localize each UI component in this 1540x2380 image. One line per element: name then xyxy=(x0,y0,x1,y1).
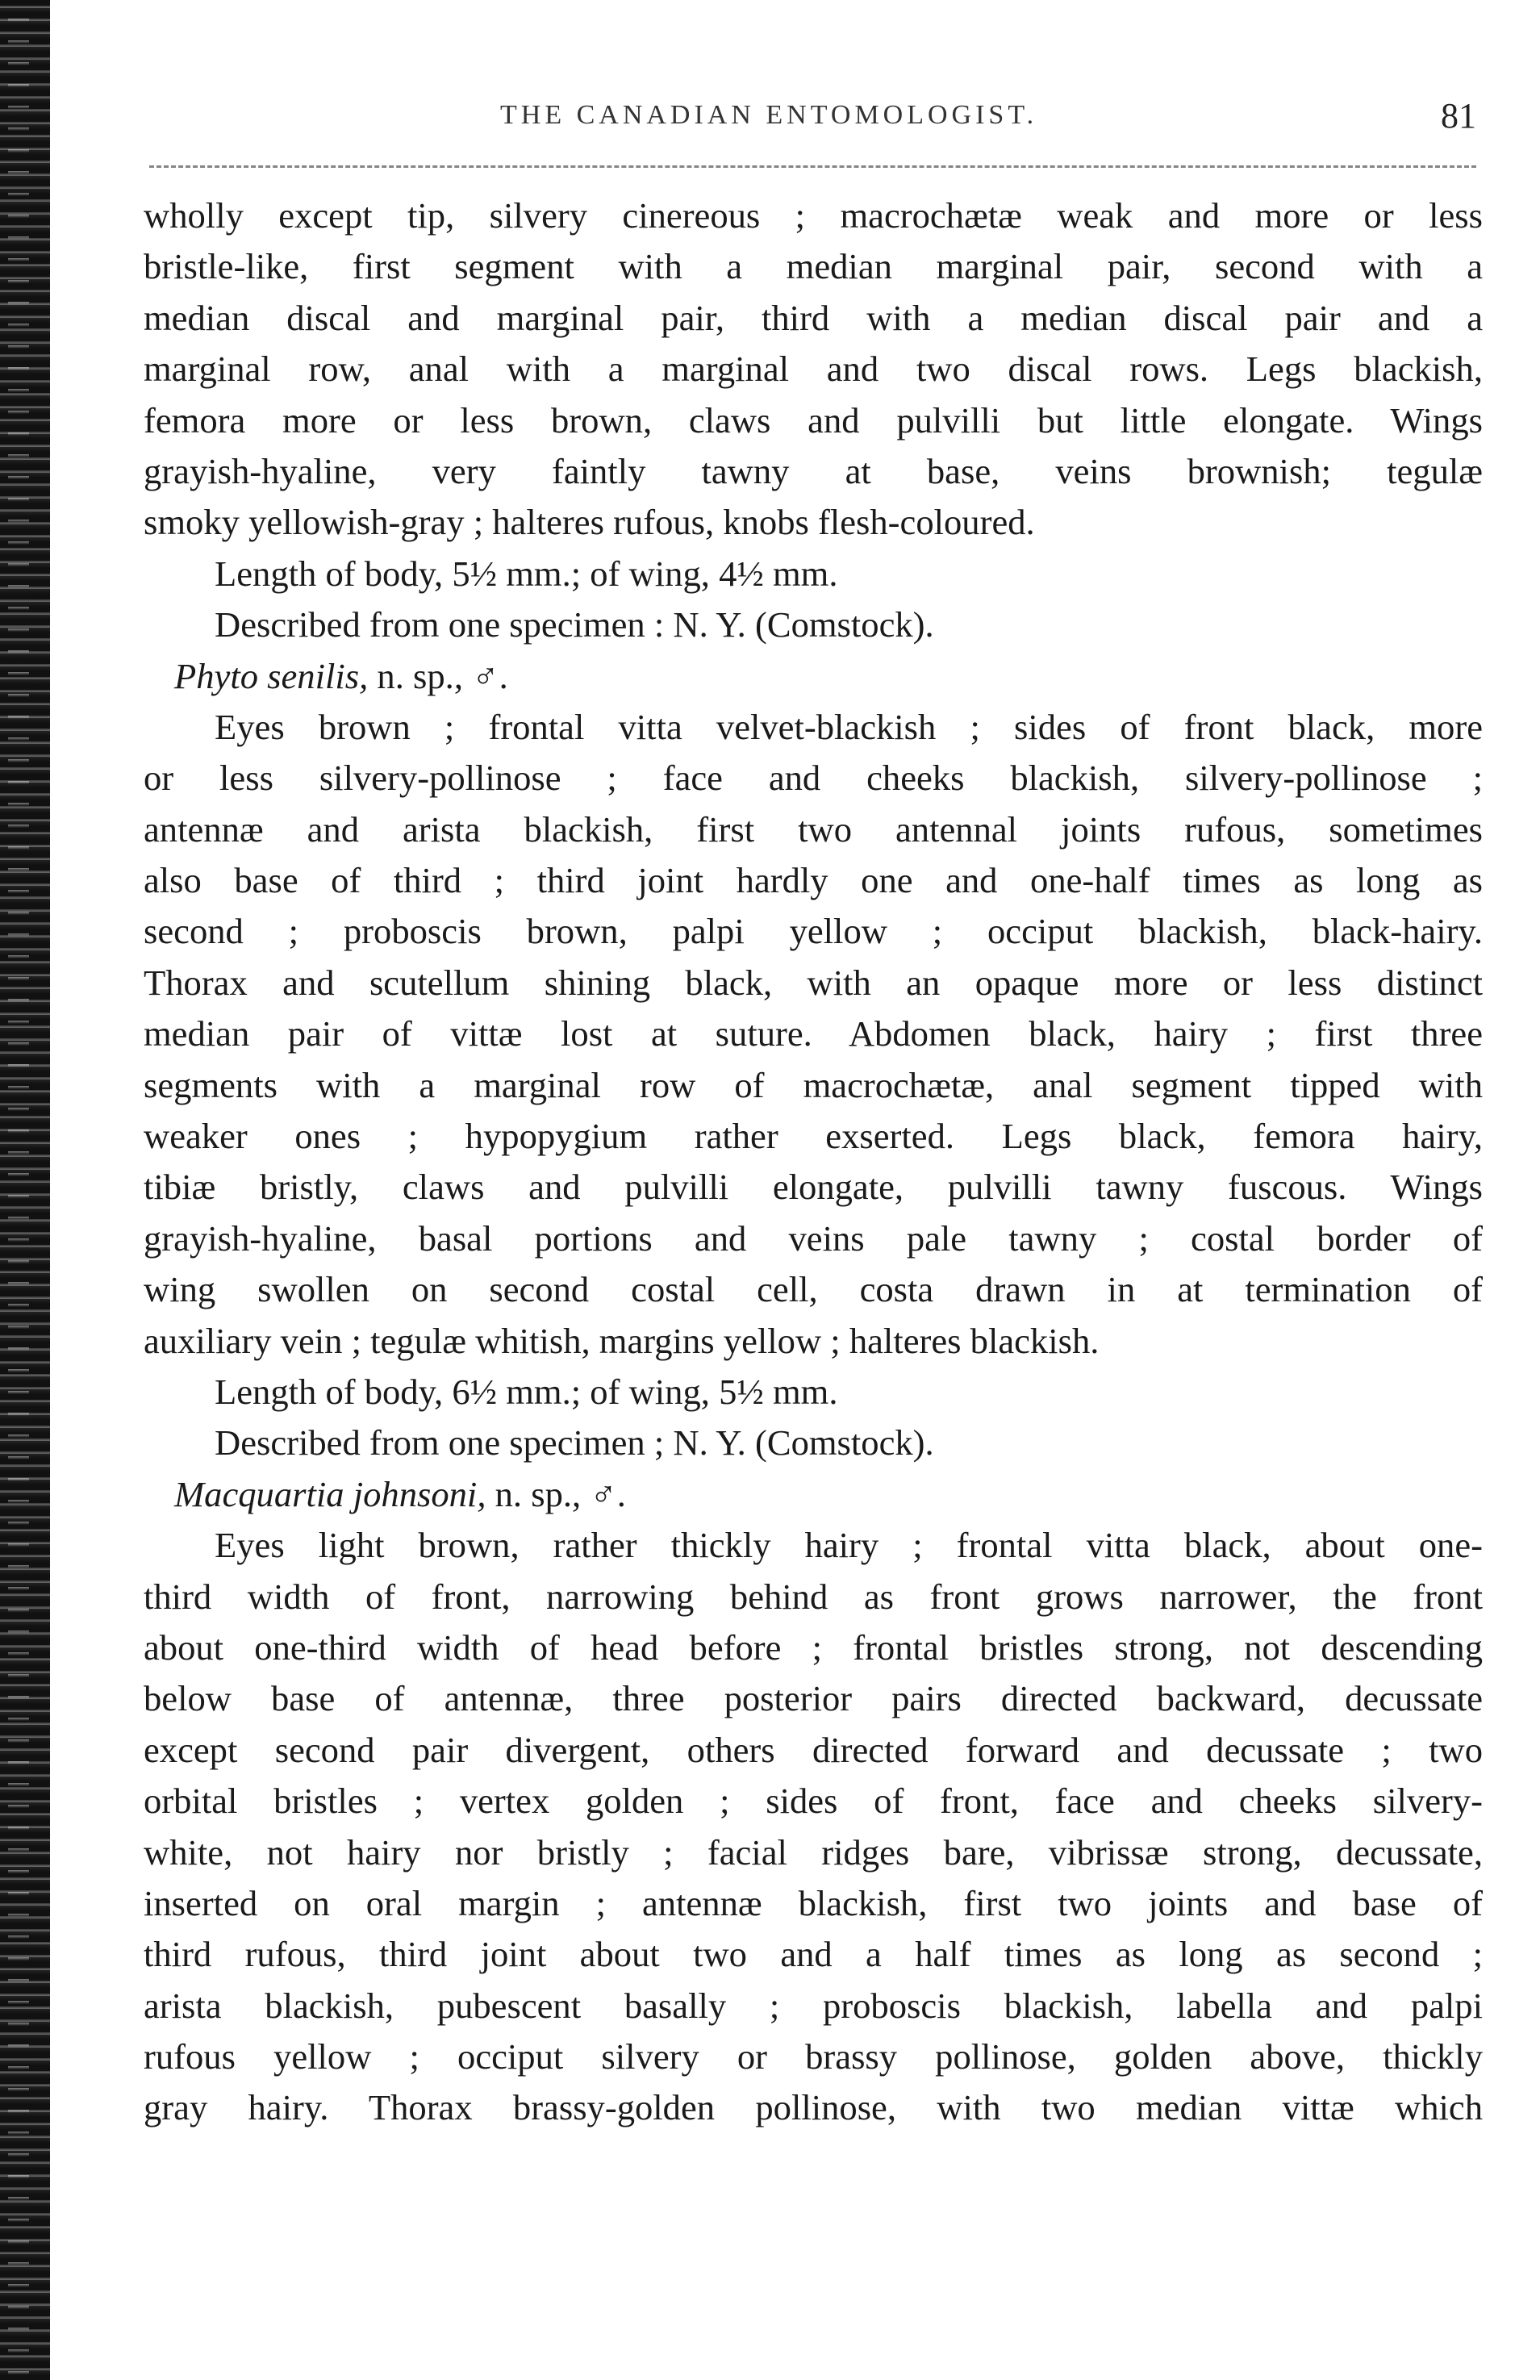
page-binding-edge xyxy=(0,0,50,2380)
text-line: below base of antennæ, three posterior pairs directed backward, decussate xyxy=(144,1678,1483,1719)
measurement-line: Length of body, 6½ mm.; of wing, 5½ mm. xyxy=(215,1371,838,1412)
species-designation: n. sp., ♂. xyxy=(486,1473,626,1514)
text-line: grayish-hyaline, very faintly tawny at base, veins brownish; tegulæ xyxy=(144,450,1483,491)
text-line: second ; proboscis brown, palpi yellow ; occiput blackish, black-hairy. xyxy=(144,911,1483,952)
text-line: median pair of vittæ lost at suture. Abdomen black, hairy ; first three xyxy=(144,1013,1483,1054)
page-text xyxy=(144,190,1483,2134)
text-line: Eyes light brown, rather thickly hairy ; frontal vitta black, about one- xyxy=(215,1525,1483,1566)
species-name: Phyto senilis, xyxy=(174,655,369,696)
text-line: wing swollen on second costal cell, costa drawn in at termination of xyxy=(144,1269,1483,1310)
text-line: grayish-hyaline, basal portions and veins pale tawny ; costal border of xyxy=(144,1217,1483,1259)
text-line: rufous yellow ; occiput silvery or brassy pollinose, golden above, thickly xyxy=(144,2036,1483,2077)
running-title: THE CANADIAN ENTOMOLOGIST. xyxy=(500,100,1038,130)
text-line: femora more or less brown, claws and pulvilli but little elongate. Wings xyxy=(144,399,1483,441)
text-line: white, not hairy nor bristly ; facial ridges bare, vibrissæ strong, decussate, xyxy=(144,1831,1483,1873)
text-line: third width of front, narrowing behind as front grows narrower, the front xyxy=(144,1576,1483,1617)
text-line: tibiæ bristly, claws and pulvilli elongate, pulvilli tawny fuscous. Wings xyxy=(144,1167,1483,1208)
text-line: also base of third ; third joint hardly one and one-half times as long as xyxy=(144,860,1483,901)
text-line: orbital bristles ; vertex golden ; sides of front, face and cheeks silvery- xyxy=(144,1781,1483,1822)
text-line: inserted on oral margin ; antennæ blackish, first two joints and base of xyxy=(144,1882,1483,1923)
running-header xyxy=(145,95,1476,144)
text-line: except second pair divergent, others directed forward and decussate ; two xyxy=(144,1729,1483,1770)
text-line: Thorax and scutellum shining black, with an opaque more or less distinct xyxy=(144,962,1483,1003)
species-heading-phyto xyxy=(144,651,1483,702)
text-line: bristle-like, first segment with a median marginal pair, second with a xyxy=(144,246,1483,287)
text-line: or less silvery-pollinose ; face and cheeks blackish, silvery-pollinose ; xyxy=(144,758,1483,799)
species-heading-macquartia xyxy=(144,1469,1483,1520)
page-number: 81 xyxy=(1441,96,1476,136)
text-line: arista blackish, pubescent basally ; proboscis blackish, labella and palpi xyxy=(144,1985,1483,2026)
text-line: weaker ones ; hypopygium rather exserted. Legs black, femora hairy, xyxy=(144,1116,1483,1157)
specimen-line: Described from one specimen : N. Y. (Comstock). xyxy=(215,604,934,645)
species-name: Macquartia johnsoni, xyxy=(174,1473,486,1514)
text-line: third rufous, third joint about two and a half times as long as second ; xyxy=(144,1934,1483,1975)
measurement-line: Length of body, 5½ mm.; of wing, 4½ mm. xyxy=(215,553,838,594)
text-line: segments with a marginal row of macrochætæ, anal segment tipped with xyxy=(144,1064,1483,1105)
text-line: auxiliary vein ; tegulæ whitish, margins yellow ; halteres blackish. xyxy=(144,1320,1100,1361)
text-line: median discal and marginal pair, third with a median discal pair and a xyxy=(144,297,1483,338)
specimen-line: Described from one specimen ; N. Y. (Comstock). xyxy=(215,1422,934,1463)
text-line: marginal row, anal with a marginal and two discal rows. Legs blackish, xyxy=(144,349,1483,390)
text-line: about one-third width of head before ; frontal bristles strong, not descending xyxy=(144,1626,1483,1668)
text-line: antennæ and arista blackish, first two antennal joints rufous, sometimes xyxy=(144,808,1483,850)
text-line: gray hairy. Thorax brassy-golden pollinose, with two median vittæ which xyxy=(144,2087,1483,2128)
text-line: wholly except tip, silvery cinereous ; macrochætæ weak and more or less xyxy=(144,195,1483,236)
header-rule xyxy=(149,165,1476,168)
text-line: smoky yellowish-gray ; halteres rufous, knobs flesh-coloured. xyxy=(144,502,1035,543)
text-line: Eyes brown ; frontal vitta velvet-blackish ; sides of front black, more xyxy=(215,706,1483,747)
species-designation: n. sp., ♂. xyxy=(368,655,508,696)
